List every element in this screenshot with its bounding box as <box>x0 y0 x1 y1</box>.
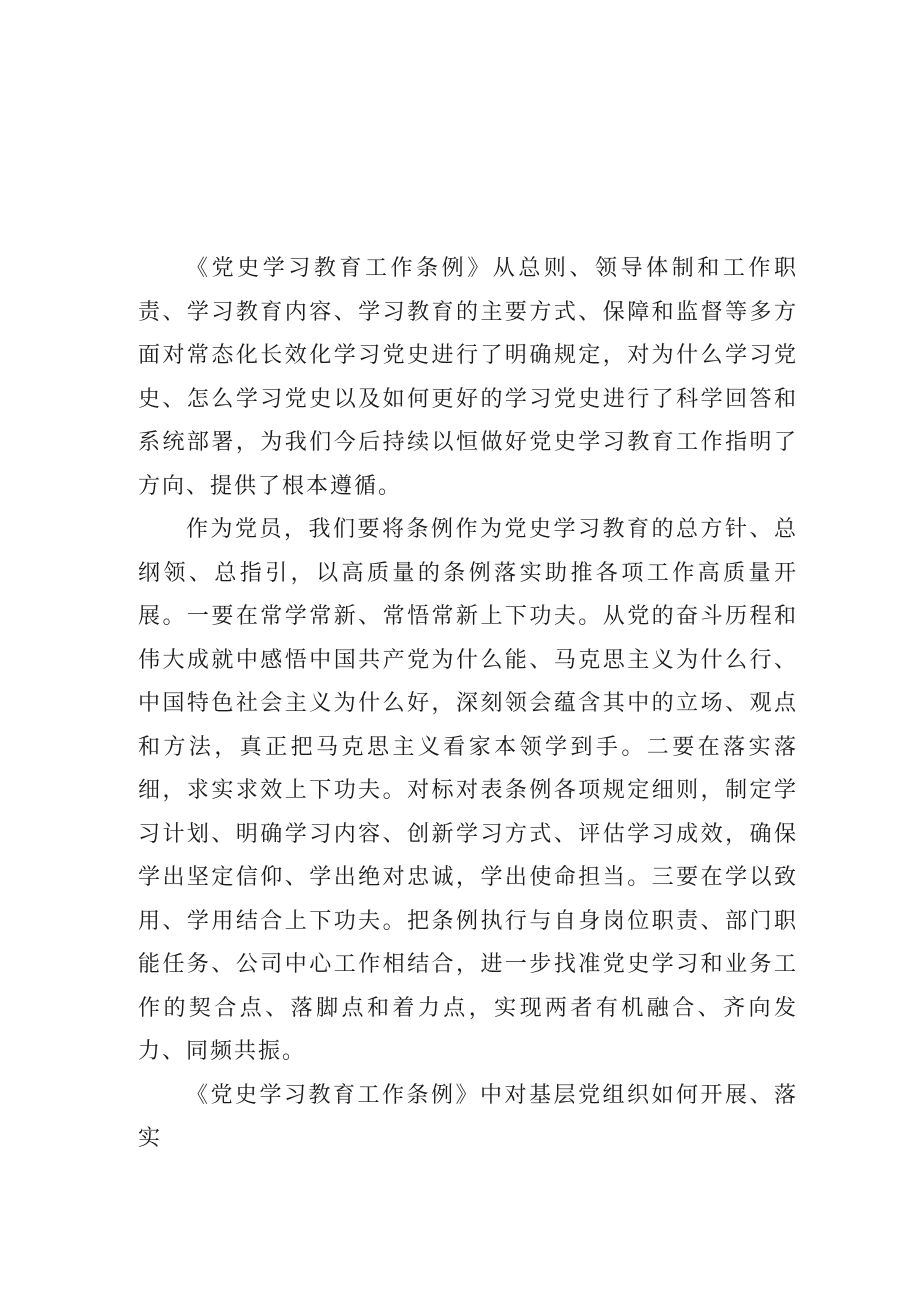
paragraph-1: 《党史学习教育工作条例》从总则、领导体制和工作职责、学习教育内容、学习教育的主要方式、保障和监督等多方面对常态化长效化学习党史进行了明确规定，对为什么学习党史、怎么学习党史以及如何更好的学习党史进行了科学回答和系统部署，为我们今后持续以恒做好党史学习教育工作指明了方向、提供了根本遵循。 <box>138 256 798 499</box>
document-body <box>138 247 798 1161</box>
paragraph-2: 作为党员，我们要将条例作为党史学习教育的总方针、总纲领、总指引，以高质量的条例落实助推各项工作高质量开展。一要在常学常新、常悟常新上下功夫。从党的奋斗历程和伟大成就中感悟中国共产党为什么能、马克思主义为什么行、中国特色社会主义为什么好，深刻领会蕴含其中的立场、观点和方法，真正把马克思主义看家本领学到手。二要在落实落细，求实求效上下功夫。对标对表条例各项规定细则，制定学习计划、明确学习内容、创新学习方式、评估学习成效，确保学出坚定信仰、学出绝对忠诚，学出使命担当。三要在学以致用、学用结合上下功夫。把条例执行与自身岗位职责、部门职能任务、公司中心工作相结合，进一步找准党史学习和业务工作的契合点、落脚点和着力点，实现两者有机融合、齐向发力、同频共振。 <box>138 517 798 1064</box>
paragraph-3: 《党史学习教育工作条例》中对基层党组织如何开展、落实 <box>138 1082 798 1151</box>
